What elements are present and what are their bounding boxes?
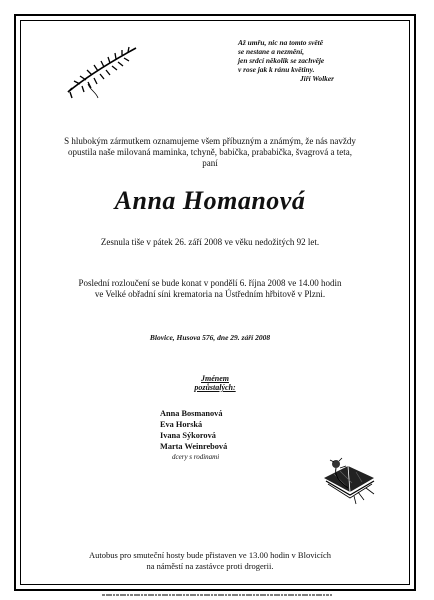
poem-line: v rose jak k ránu květiny.: [238, 65, 315, 74]
signer-name: Marta Weinrebová: [160, 442, 228, 451]
footer-print-marks: [102, 593, 332, 597]
poem-line: Až umřu, nic na tomto světě: [238, 38, 324, 47]
deceased-name: Anna Homanová: [114, 186, 306, 215]
announcement-intro: [30, 136, 390, 169]
death-statement: Zesnula tiše v pátek 26. září 2008 ve věku nedožitých 92 let.: [100, 237, 320, 247]
signers-note: dcery s rodinami: [172, 453, 220, 461]
signers-list: [160, 408, 270, 463]
signer-name: Anna Bosmanová: [160, 409, 223, 418]
intro-line: opustila naše milovaná maminka, tchyně, babička, prababička, švagrová a teta,: [68, 147, 352, 157]
memorial-poem: [238, 38, 388, 83]
intro-line: paní: [202, 158, 218, 168]
signer-name: Ivana Sýkorová: [160, 431, 216, 440]
intro-line: S hlubokým zármutkem oznamujeme všem příbuzným a známým, že nás navždy: [64, 136, 356, 146]
book-with-rose-icon: [318, 448, 380, 506]
place-and-date: Blovice, Husova 576, dne 29. září 2008: [149, 333, 271, 342]
notice-line: Autobus pro smuteční hosty bude přistaven ve 13.00 hodin v Blovicích: [89, 550, 331, 560]
poem-line: jen srdcí několik se zachvěje: [238, 56, 325, 65]
palm-branch-icon: [60, 40, 140, 100]
signer-name: Eva Horská: [160, 420, 203, 429]
poem-author: Jiří Wolker: [299, 74, 334, 83]
funeral-line: ve Velké obřadní síni krematoria na Ústředním hřbitově v Plzni.: [94, 289, 326, 299]
survivors-label: Jménem pozůstalých:: [194, 374, 236, 392]
funeral-details: [20, 278, 400, 300]
poem-line: se nestane a nezmění,: [238, 47, 305, 56]
notice-line: na náměstí na zastávce proti drogerii.: [146, 561, 274, 571]
bus-notice: [20, 550, 400, 572]
funeral-line: Poslední rozloučení se bude konat v pondělí 6. října 2008 ve 14.00 hodin: [78, 278, 342, 288]
